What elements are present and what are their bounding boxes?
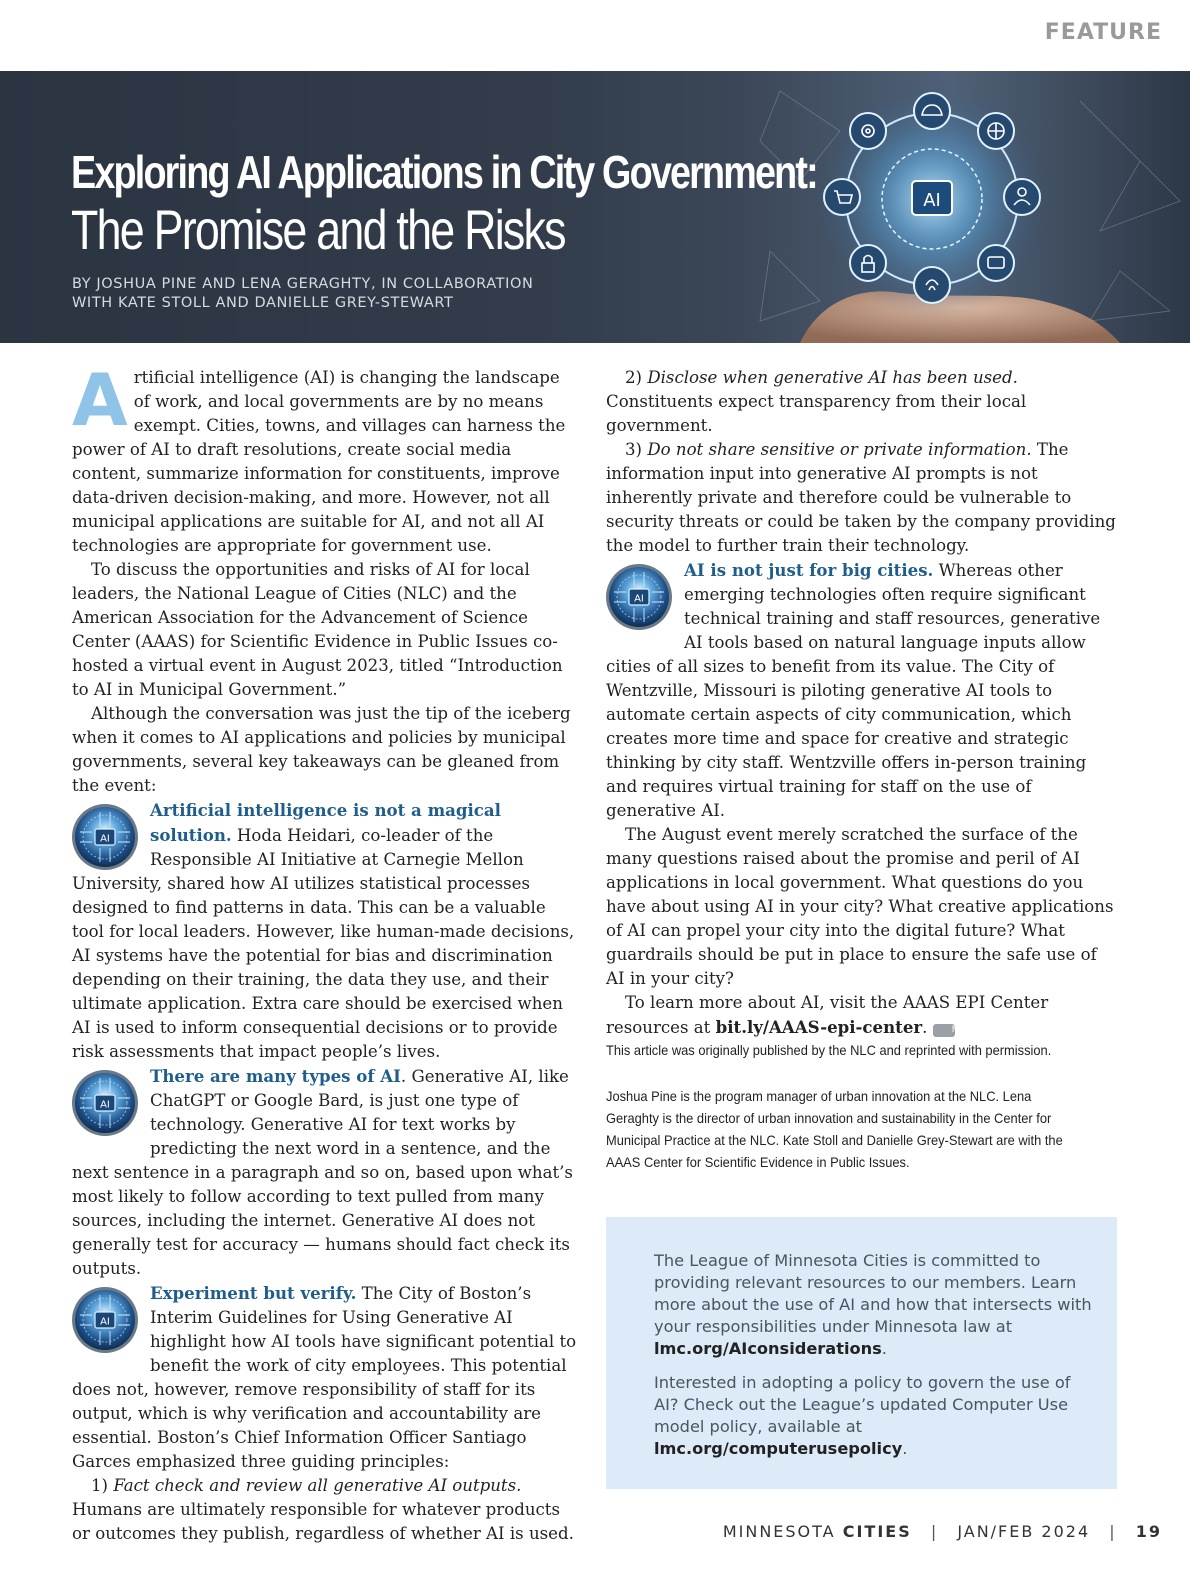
aaas-link[interactable]: bit.ly/AAAS-epi-center bbox=[715, 1017, 923, 1037]
principle-number: 3) bbox=[625, 440, 648, 459]
author-bio: Joshua Pine is the program manager of urban innovation at the NLC. Lena Geraghty is the director of urban innovation and sustainability in the Center for Municipal Practice at the NLC. Kate Stoll and Danielle Grey-Stewart are with the AAAS Center for Scientific Evidence in Public Issues. bbox=[606, 1088, 1063, 1170]
takeaway-body: . Generative AI, like ChatGPT or Google Bard, is just one type of technology. Generative AI for text works by predicting the next word in a sentence, and the next sentence in a paragraph and so on, based upon what’s most likely to follow according to text pulled from many sources, including the internet. Generative AI does not generally test for accuracy — humans should fact check its outputs. bbox=[72, 1067, 573, 1278]
takeaway-heading: There are many types of AI bbox=[150, 1066, 401, 1086]
principle-1 bbox=[72, 1474, 580, 1546]
principle-title: Disclose when generative AI has been used. bbox=[647, 368, 1018, 387]
principle-text: The information input into generative AI prompts is not inherently private and therefore could be vulnerable to security threats or could be taken by the company providing the model to further train their technology. bbox=[606, 440, 1116, 555]
ai-considerations-link[interactable]: lmc.org/AIconsiderations bbox=[654, 1339, 882, 1358]
cart-icon bbox=[824, 179, 860, 215]
principle-2 bbox=[606, 366, 1118, 438]
ai-badge-icon bbox=[70, 1285, 140, 1355]
gear-icon bbox=[850, 113, 886, 149]
user-icon bbox=[1004, 179, 1040, 215]
principle-number: 1) bbox=[91, 1476, 114, 1495]
info-box bbox=[606, 1217, 1117, 1489]
resources-text: To learn more about AI, visit the AAAS EPI Center resources at bbox=[606, 993, 1049, 1037]
info-paragraph-2 bbox=[654, 1372, 1094, 1460]
reprint-note: This article was originally published by the NLC and reprinted with permission. bbox=[606, 1042, 1052, 1058]
byline-line-2: WITH KATE STOLL AND DANIELLE GREY-STEWART bbox=[72, 295, 454, 311]
end-mark-icon: MC bbox=[933, 1024, 955, 1037]
magazine-name: MINNESOTA bbox=[722, 1522, 836, 1541]
principle-text: Constituents expect transparency from their local government. bbox=[606, 392, 1027, 435]
right-column bbox=[606, 366, 1118, 1040]
takeaway-heading: Experiment but verify. bbox=[150, 1283, 357, 1303]
resources-end: . bbox=[922, 1018, 928, 1037]
takeaway-verify bbox=[72, 1281, 580, 1474]
principle-text: Humans are ultimately responsible for whatever products or outcomes they publish, regardless of whether AI is used. bbox=[72, 1500, 574, 1543]
footer-separator: | bbox=[1109, 1522, 1117, 1541]
page-number: 19 bbox=[1135, 1522, 1162, 1541]
ai-badge-icon bbox=[70, 802, 140, 872]
info-end: . bbox=[881, 1339, 887, 1358]
ai-badge-icon bbox=[604, 562, 674, 632]
takeaway-big-cities bbox=[606, 558, 1118, 823]
section-label: FEATURE bbox=[1044, 20, 1162, 45]
takeaway-magic bbox=[72, 798, 580, 1064]
intro-paragraph bbox=[72, 358, 580, 558]
info-text: Interested in adopting a policy to govern the use of AI? Check out the League’s updated Computer Use model policy, available at bbox=[654, 1373, 1071, 1436]
takeaway-body: Whereas other emerging technologies often require significant technical training and staff resources, generative AI tools based on natural language inputs allow cities of all sizes to benefit from its value. The City of Wentzville, Missouri is piloting generative AI tools to automate certain aspects of city communication, which creates more time and space for creative and strategic thinking by city staff. Wentzville offers in-person training and requires virtual training for staff on the use of generative AI. bbox=[606, 561, 1101, 820]
paragraph-3: Although the conversation was just the tip of the iceberg when it comes to AI applications and policies by municipal governments, several key takeaways can be gleaned from the event: bbox=[72, 704, 571, 795]
principle-title: Fact check and review all generative AI outputs. bbox=[113, 1476, 522, 1495]
svg-text:AI: AI bbox=[923, 190, 941, 211]
fingerprint-icon bbox=[914, 267, 950, 303]
magazine-name-bold: CITIES bbox=[842, 1522, 912, 1541]
takeaway-types bbox=[72, 1064, 580, 1281]
byline-line-1: BY JOSHUA PINE AND LENA GERAGHTY, IN COLLABORATION bbox=[72, 276, 534, 292]
info-end: . bbox=[902, 1439, 908, 1458]
title-line-2: The Promise and the Risks bbox=[71, 198, 565, 261]
page-footer bbox=[723, 1522, 1162, 1541]
info-paragraph-1 bbox=[654, 1250, 1094, 1360]
principle-title: Do not share sensitive or private information. bbox=[647, 440, 1032, 459]
ai-badge-icon bbox=[70, 1068, 140, 1138]
takeaway-heading: AI is not just for big cities. bbox=[684, 560, 934, 580]
byline bbox=[72, 275, 533, 313]
ai-chip-icon bbox=[912, 181, 952, 215]
issue-date: JAN/FEB 2024 bbox=[957, 1522, 1091, 1541]
computer-use-policy-link[interactable]: lmc.org/computerusepolicy bbox=[654, 1439, 903, 1458]
paragraph-conclusion: The August event merely scratched the surface of the many questions raised about the promise and peril of AI applications in local government. What questions do you have about using AI in your city? What creative applications of AI can propel your city into the digital future? What guardrails should be put in place to ensure the safe use of AI in your city? bbox=[606, 825, 1114, 988]
principle-3 bbox=[606, 438, 1118, 558]
title-banner bbox=[0, 71, 1190, 343]
footer-separator: | bbox=[930, 1522, 939, 1541]
takeaway-heading: Artificial intelligence is not a magical solution. bbox=[150, 800, 501, 845]
title-line-1: Exploring AI Applications in City Government: bbox=[71, 146, 817, 198]
principle-number: 2) bbox=[625, 368, 648, 387]
drop-cap: A bbox=[72, 358, 128, 442]
paragraph-2: To discuss the opportunities and risks of AI for local leaders, the National League of Cities (NLC) and the American Association for the Advancement of Science Center (AAAS) for Scientific Evidence in Public Issues co-hosted a virtual event in August 2023, titled “Introduction to AI in Municipal Government.” bbox=[72, 560, 563, 699]
intro-text: rtificial intelligence (AI) is changing the landscape of work, and local governments are by no means exempt. Cities, towns, and villages can harness the power of AI to draft resolutions, create social media content, summarize information for constituents, improve data-driven decision-making, and more. However, not all municipal applications are suitable for AI, and not all AI technologies are appropriate for government use. bbox=[72, 368, 566, 555]
cloud-icon bbox=[914, 93, 950, 129]
chat-icon bbox=[978, 245, 1014, 281]
info-text: The League of Minnesota Cities is committed to providing relevant resources to our members. Learn more about the use of AI and how that intersects with your responsibilities under Minnesota law at bbox=[654, 1251, 1092, 1336]
takeaway-body: Hoda Heidari, co-leader of the Responsible AI Initiative at Carnegie Mellon University, shared how AI utilizes statistical processes designed to find patterns in data. This can be a valuable tool for local leaders. However, like human-made decisions, AI systems have the potential for bias and discrimination depending on their training, the data they use, and their ultimate application. Extra care should be exercised when AI is used to inform consequential decisions or to provide risk assessments that impact people’s lives. bbox=[72, 826, 575, 1061]
paragraph-resources bbox=[606, 991, 1118, 1040]
takeaway-body: The City of Boston’s Interim Guidelines for Using Generative AI highlight how AI tools have significant potential to benefit the work of city employees. This potential does not, however, remove responsibility of staff for its output, which is why verification and accountability are essential. Boston’s Chief Information Officer Santiago Garces emphasized three guiding principles: bbox=[72, 1284, 577, 1471]
left-column bbox=[72, 358, 580, 1546]
